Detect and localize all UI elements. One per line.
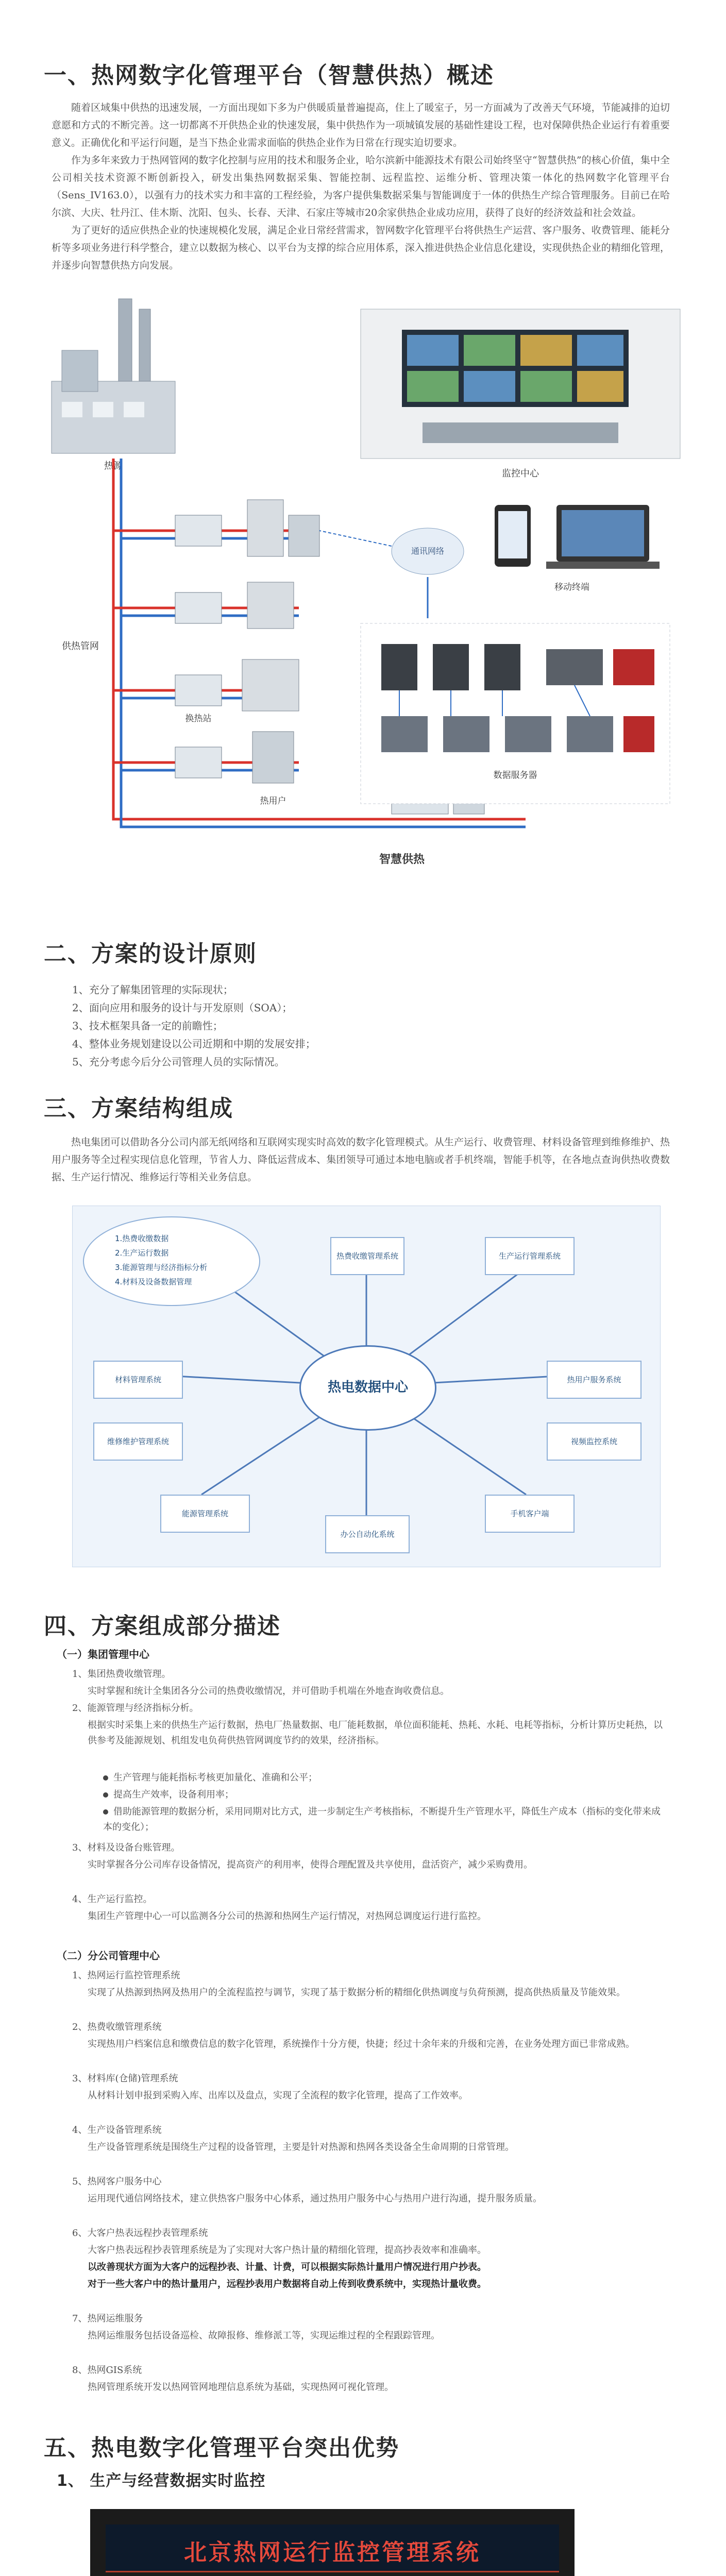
section3-title: 三、方案结构组成: [44, 1095, 233, 1122]
group-b-line-18: 热网管理系统开发以热网管网地理信息系统为基础，实现热网可视化管理。: [88, 2382, 394, 2393]
group-b-line-9: 5、热网客户服务中心: [72, 2176, 162, 2187]
bullet-icon: [103, 1775, 108, 1781]
summary-item-4: 4.材料及设备数据管理: [115, 1277, 192, 1286]
section1-paragraph-1: 随着区域集中供热的迅速发展，一方面出现如下多为户供暖质量普遍提高，住上了暖室子，另一方面减为了改善天气环境，节能减排的迫切意愿和方式的不断完善。这一切都离不开供热企业的快速发展，集中供热作为一项城镇发展的基础性建设工程，也对保障供热企业运行有着重要意义。正确优化和平运行问题，是当下热企业需求面临的供热企业作为日常在行现实迫切要求。: [52, 102, 670, 148]
substation-label: 换热站: [185, 714, 212, 724]
group-b-line-6: 从材料计划申报到采购入库、出库以及盘点，实现了全流程的数字化管理，提高了工作效率。: [88, 2090, 468, 2101]
monitor-header: [106, 2524, 559, 2572]
section2-item-3: 3、技术框架具备一定的前瞻性；: [72, 1020, 223, 1032]
box-production-system: [485, 1237, 575, 1275]
section2-item-4: 4、整体业务规划建设以公司近期和中期的发展安排；: [72, 1038, 316, 1050]
group-b-line-8: 生产设备管理系统是围绕生产过程的设备管理，主要是针对热源和热网各类设备全生命周期的日常管理。: [88, 2142, 514, 2153]
group-a-line-4: 根据实时采集上来的供热生产运行数据，热电厂热量数据、电厂能耗数据，单位面积能耗、热耗、水耗、电耗等指标，分析计算历史耗热，以供参考及能源规划、机组发电负荷供热管网调度节约的效果，经济指标。: [88, 1720, 663, 1746]
bullet-icon: [103, 1809, 108, 1815]
group-b-line-17: 8、热网GIS系统: [72, 2365, 142, 2376]
group-b-line-12: 大客户热表远程抄表管理系统是为了实现对大客户热计量的精细化管理，提高抄表效率和准确率。: [88, 2245, 486, 2256]
control-room-icon: [361, 309, 680, 459]
heat-source-label: 热源: [104, 461, 123, 471]
data-center-node: [299, 1345, 436, 1431]
group-a-bullet-1-text: 生产管理与能耗指标考核更加量化、准确和公平；: [113, 1772, 317, 1783]
group-a-title: （一）集团管理中心: [57, 1648, 149, 1660]
group-b-line-2: 实现了从热源到热网及热用户的全流程监控与调节，实现了基于数据分析的精细化供热调度与负荷预测，提高供热质量及节能效果。: [88, 1987, 626, 1998]
group-b-line-1: 1、热网运行监控管理系统: [72, 1970, 180, 1981]
group-a-bullet-3: [103, 1804, 665, 1835]
diagram1-caption: 智慧供热: [379, 853, 425, 866]
group-a-line-3: 2、能源管理与经济指标分析。: [72, 1703, 199, 1714]
group-b-line-11: 6、大客户热表远程抄表管理系统: [72, 2228, 208, 2239]
section5-title: 五、热电数字化管理平台突出优势: [44, 2435, 399, 2461]
group-a-bullet-2: [103, 1787, 665, 1803]
box-maintenance-label: 维修维护管理系统: [107, 1437, 169, 1446]
section1-title: 一、热网数字化管理平台（智慧供热）概述: [44, 62, 494, 89]
group-b-line-13: 以改善现状方面为大客户的远程抄表、计量、计费，可以根据实际热计量用户情况进行用户抄表。: [88, 2262, 486, 2273]
box-mobile-label: 手机客户端: [510, 1509, 549, 1518]
box-fee-system: [330, 1237, 404, 1275]
box-material-system: [93, 1361, 183, 1399]
group-a-line-10: 4、生产运行监控。: [72, 1894, 153, 1905]
group-b-line-7: 4、生产设备管理系统: [72, 2125, 162, 2136]
section1-paragraph-3: 为了更好的适应供热企业的快速规模化发展，满足企业日常经营需求，智网数字化管理平台将供热生产运营、客户服务、收费管理、能耗分析等多项业务进行科学整合，建立以数据为核心、以平台为支撑的综合应用体系，深入推进供热企业信息化建设，实现供热企业的精细化管理，并逐步向智慧供热方向发展。: [52, 225, 670, 271]
monitoring-wall-photo: [90, 2509, 575, 2576]
box-office-label: 办公自动化系统: [340, 1530, 395, 1539]
box-material-label: 材料管理系统: [114, 1375, 161, 1384]
mobile-terminal-icons: [495, 505, 660, 569]
section2-title: 二、方案的设计原则: [44, 941, 257, 967]
box-video-system: [547, 1422, 641, 1461]
box-mobile-client: [485, 1495, 575, 1533]
section5-sub1: 1、 生产与经营数据实时监控: [57, 2472, 266, 2490]
network-label: 通讯网络: [411, 546, 445, 556]
heat-source-factory-icon: [52, 299, 175, 453]
data-summary-ellipse: [83, 1216, 260, 1306]
summary-item-1: 1.热费收缴数据: [115, 1234, 169, 1243]
group-b-line-4: 实现热用户档案信息和缴费信息的数字化管理，系统操作十分方便，快捷；经过十余年来的升级和完善，在业务处理方面已非常成熟。: [88, 2039, 635, 2049]
smart-heating-diagram: [31, 289, 696, 896]
group-b-line-3: 2、热费收缴管理系统: [72, 2022, 162, 2032]
section2-item-1: 1、充分了解集团管理的实际现状；: [72, 984, 233, 996]
control-center-label: 监控中心: [502, 468, 539, 479]
server-label: 数据服务器: [493, 770, 537, 781]
group-a-line-2: 实时掌握和统计全集团各分公司的热费收缴情况，并可借助手机端在外地查询收费信息。: [88, 1686, 449, 1697]
box-energy-system: [160, 1495, 250, 1533]
box-service-label: 热用户服务系统: [567, 1375, 621, 1384]
box-production-label: 生产运行管理系统: [498, 1251, 561, 1261]
group-b-line-14: 对于一些大客户中的热计量用户，远程抄表用户数据将自动上传到收费系统中，实现热计量收费。: [88, 2279, 486, 2290]
section3-paragraph: 热电集团可以借助各分公司内部无纸网络和互联网实现实时高效的数字化管理模式。从生产运行、收费管理、材料设备管理到维修维护、热用户服务等全过程实现信息化管理，节省人力、降低运营成本、集团领导可通过本地电脑或者手机终端，智能手机等，在各地点查询供热收费数据、生产运行情况、维修运行等相关业务信息。: [52, 1137, 670, 1183]
group-a-bullet-2-text: 提高生产效率，设备利用率；: [113, 1789, 234, 1800]
box-energy-label: 能源管理系统: [181, 1509, 228, 1518]
monitor-title: 北京热网运行监控管理系统: [184, 2539, 481, 2566]
box-video-label: 视频监控系统: [570, 1437, 617, 1446]
box-service-system: [547, 1361, 641, 1399]
box-fee-label: 热费收缴管理系统: [336, 1251, 398, 1261]
substation-icons: [175, 515, 222, 778]
section2-item-5: 5、充分考虑今后分公司管理人员的实际情况。: [72, 1056, 285, 1068]
group-a-bullet-3-text: 借助能源管理的数据分析，采用同期对比方式，进一步制定生产考核指标，不断提升生产管理水平，降低生产成本（指标的变化带来成本的变化）；: [103, 1806, 661, 1833]
group-a-line-11: 集团生产管理中心一可以监测各分公司的热源和热网生产运行情况，对热网总调度运行进行监控。: [88, 1911, 486, 1922]
group-b-line-10: 运用现代通信网络技术，建立供热客户服务中心体系，通过热用户服务中心与热用户进行沟通，提升服务质量。: [88, 2193, 542, 2204]
group-a-bullet-1: [103, 1770, 665, 1786]
data-center-label: 热电数据中心: [327, 1380, 408, 1395]
group-a-line-1: 1、集团热费收缴管理。: [72, 1669, 171, 1680]
box-office-system: [325, 1515, 410, 1553]
summary-item-2: 2.生产运行数据: [115, 1248, 169, 1258]
group-b-title: （二）分公司管理中心: [57, 1950, 160, 1962]
group-b-line-16: 热网运维服务包括设备巡检、故障报修、维修派工等，实现运维过程的全程跟踪管理。: [88, 2330, 440, 2341]
section1-paragraph-2: 作为多年来致力于热网管网的数字化控制与应用的技术和服务企业，哈尔滨新中能源技术有限公司始终坚守“智慧供热”的核心价值，集中全公司相关技术资源不断创新投入，研发出集热网数据采集、智能控制、远程监控、运维分析、管理决策一体化的热网数字化管理平台（Sens_IV163.0），以强有力的技术实力和丰富的工程经验，为客户提供集数据采集与智能调度于一体的供热生产综合管理服务。目前已在哈尔滨、大庆、牡丹江、佳木斯、沈阳、包头、长春、天津、石家庄等城市20余家供热企业成功应用，获得了良好的经济效益和社会效益。: [52, 155, 670, 218]
bullet-icon: [103, 1792, 108, 1798]
section4-title: 四、方案组成部分描述: [44, 1613, 281, 1639]
network-cloud-icon: [319, 528, 464, 618]
pipe-network-label: 供热管网: [62, 641, 99, 652]
terminal-label: 移动终端: [554, 582, 589, 592]
group-a-line-9: 实时掌握各分公司库存设备情况，提高资产的利用率，使得合理配置及共享使用，盘活资产，减少采购费用。: [88, 1859, 533, 1870]
group-b-line-5: 3、材料库(仓储)管理系统: [72, 2073, 178, 2084]
structure-diagram: [72, 1206, 661, 1567]
summary-item-3: 3.能源管理与经济指标分析: [115, 1263, 208, 1272]
group-b-line-15: 7、热网运维服务: [72, 2313, 143, 2324]
heat-users-label: 热用户: [260, 796, 286, 806]
group-a-line-8: 3、材料及设备台账管理。: [72, 1842, 180, 1853]
box-maintenance-system: [93, 1422, 183, 1461]
section2-item-2: 2、面向应用和服务的设计与开发原则（SOA）；: [72, 1002, 293, 1014]
